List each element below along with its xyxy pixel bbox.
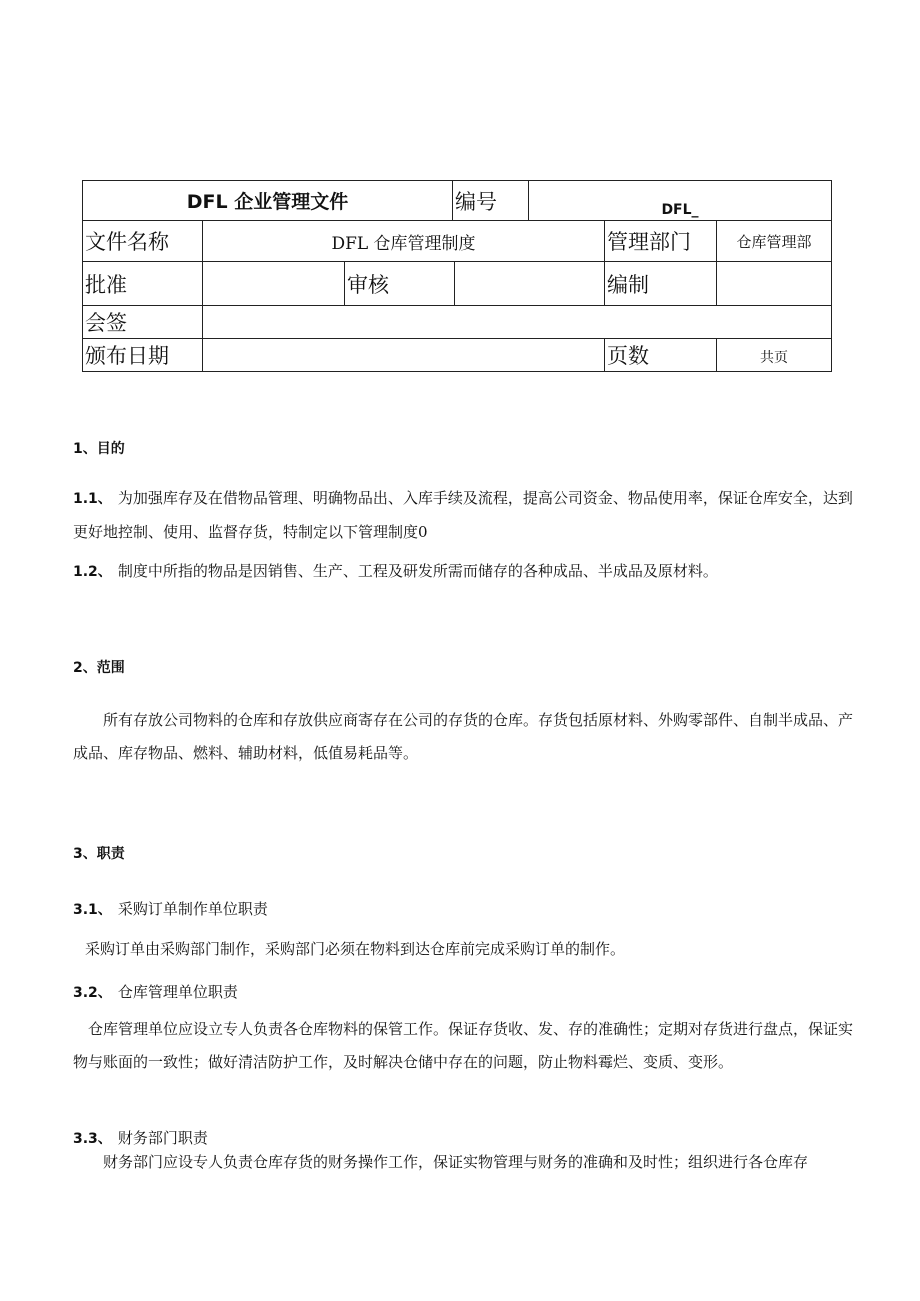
countersign-value <box>203 306 831 338</box>
paragraph-1-1 <box>73 482 853 549</box>
document-header-table <box>82 180 832 372</box>
section-2-heading: 2、范围 <box>73 660 125 676</box>
subsection-3-1-title-line <box>73 898 268 919</box>
subsection-3-3-title: 财务部门职责 <box>117 1129 208 1147</box>
header-row-countersign <box>83 306 831 339</box>
approve-value <box>203 262 345 305</box>
subsection-3-1-number: 3.1、 <box>73 902 112 918</box>
header-row-publish <box>83 339 831 371</box>
pages-label: 页数 <box>605 339 717 371</box>
paragraph-1-2-text: 制度中所指的物品是因销售、生产、工程及研发所需而储存的各种成品、半成品及原材料。 <box>117 562 718 580</box>
countersign-label: 会签 <box>83 306 203 338</box>
header-row-approval <box>83 262 831 306</box>
paragraph-1-1-number: 1.1、 <box>73 491 112 507</box>
review-value <box>455 262 605 305</box>
paragraph-3-1: 采购订单由采购部门制作，采购部门必须在物料到达仓库前完成采购订单的制作。 <box>85 940 626 958</box>
compile-value <box>717 262 831 305</box>
paragraph-1-2-number: 1.2、 <box>73 564 112 580</box>
review-label: 审核 <box>345 262 455 305</box>
subsection-3-1-title: 采购订单制作单位职责 <box>117 900 268 918</box>
doc-type-title: DFL 企业管理文件 <box>83 181 453 220</box>
publish-date-label: 颁布日期 <box>83 339 203 371</box>
paragraph-1-2 <box>73 555 853 589</box>
subsection-3-2-title: 仓库管理单位职责 <box>117 983 238 1001</box>
dept-value: 仓库管理部 <box>736 232 812 251</box>
number-value: DFL_ <box>661 202 699 218</box>
section-1-heading: 1、目的 <box>73 441 125 457</box>
paragraph-3-3: 财务部门应设专人负责仓库存货的财务操作工作，保证实物管理与财务的准确和及时性；组织进行各仓库存 <box>103 1153 809 1171</box>
approve-label: 批准 <box>83 262 203 305</box>
subsection-3-2-title-line <box>73 981 238 1002</box>
paragraph-2: 所有存放公司物料的仓库和存放供应商寄存在公司的存货的仓库。存货包括原材料、外购零部件、自制半成品、产成品、库存物品、燃料、辅助材料，低值易耗品等。 <box>73 711 854 762</box>
publish-date-value <box>203 339 605 371</box>
header-row-title <box>83 181 831 221</box>
file-name-value: DFL 仓库管理制度 <box>203 221 605 261</box>
subsection-3-3-number: 3.3、 <box>73 1131 112 1147</box>
number-label: 编号 <box>453 181 529 220</box>
dept-label: 管理部门 <box>605 221 717 261</box>
pages-value: 共页 <box>760 350 788 366</box>
paragraph-3-2: 仓库管理单位应设立专人负责各仓库物料的保管工作。保证存货收、发、存的准确性；定期对存货进行盘点，保证实物与账面的一致性；做好清洁防护工作，及时解决仓储中存在的问题，防止物料霉烂、变质、变形。 <box>73 1020 854 1071</box>
subsection-3-3-title-line <box>73 1127 208 1148</box>
compile-label: 编制 <box>605 262 717 305</box>
subsection-3-2-number: 3.2、 <box>73 985 112 1001</box>
file-name-label: 文件名称 <box>83 221 203 261</box>
header-row-file-name <box>83 221 831 262</box>
section-3-heading: 3、职责 <box>73 846 125 862</box>
paragraph-1-1-text: 为加强库存及在借物品管理、明确物品出、入库手续及流程，提高公司资金、物品使用率，保证仓库安全，达到更好地控制、使用、监督存货，特制定以下管理制度0 <box>73 489 853 541</box>
